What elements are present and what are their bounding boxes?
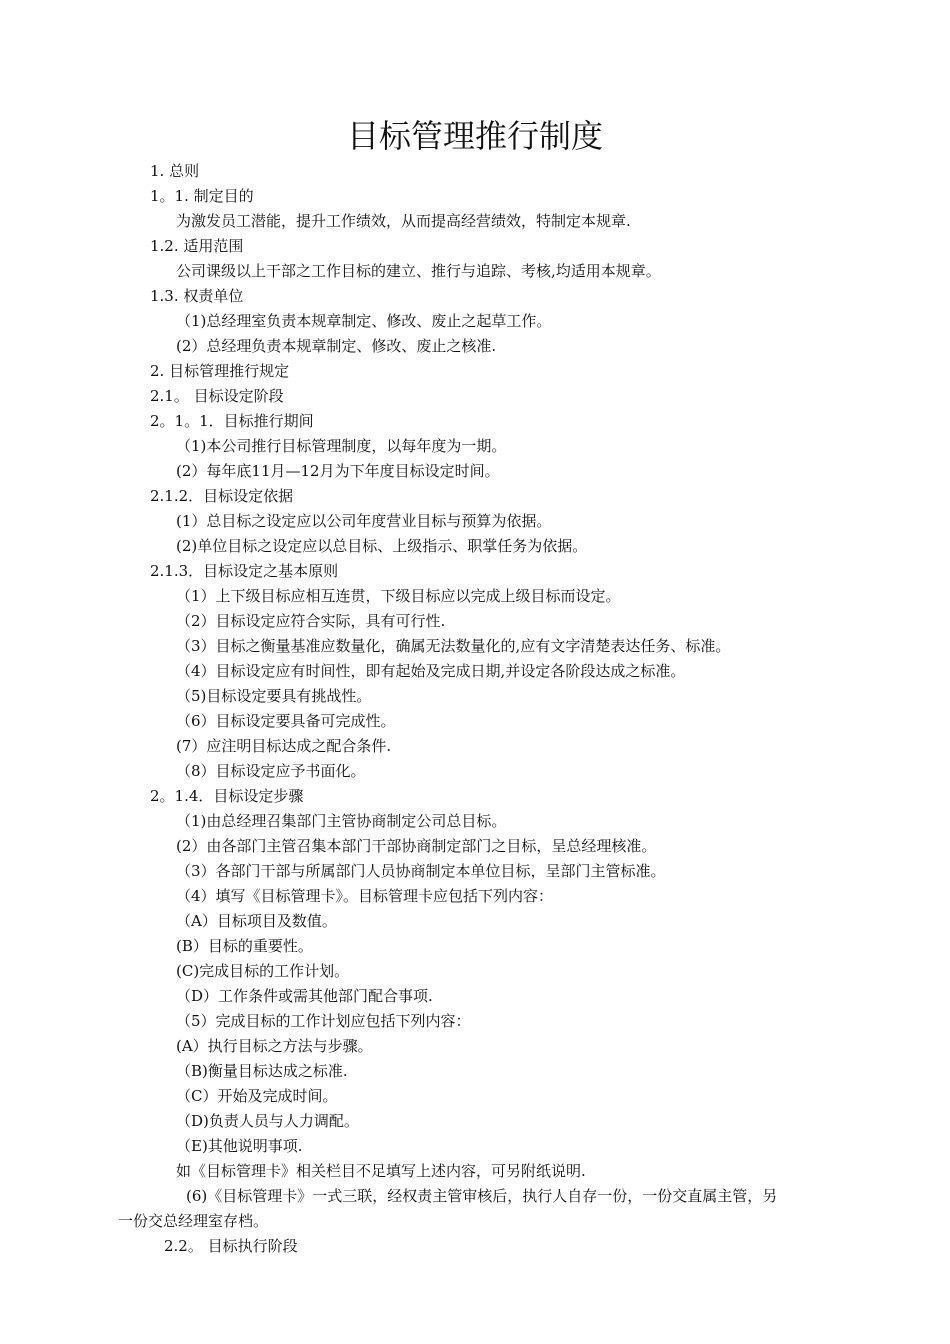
list-item: （5)目标设定要具有挑战性。	[176, 687, 372, 705]
list-item: （1）上下级目标应相互连贯，下级目标应以完成上级目标而设定。	[176, 587, 621, 605]
list-item: (A）执行目标之方法与步骤。	[176, 1037, 373, 1055]
list-item: （4）目标设定应有时间性，即有起始及完成日期,并设定各阶段达成之标准。	[176, 662, 686, 680]
list-item: (2）总经理负责本规章制定、修改、废止之核准.	[176, 337, 497, 355]
list-item: (2）每年底11月—12月为下年度目标设定时间。	[176, 462, 500, 480]
paragraph-continuation: 一份交总经理室存档。	[118, 1212, 269, 1230]
list-item: （1)由总经理召集部门主管协商制定公司总目标。	[176, 812, 507, 830]
subsection-heading: 2。1。1．目标推行期间	[150, 412, 314, 430]
list-item: （D）工作条件或需其他部门配合事项.	[176, 987, 433, 1005]
subsection-heading: 2.1.2．目标设定依据	[150, 487, 294, 505]
document-title: 目标管理推行制度	[346, 117, 603, 155]
list-item: （A）目标项目及数值。	[176, 912, 337, 930]
list-item: (C)完成目标的工作计划。	[176, 962, 350, 980]
list-item: （6）目标设定要具备可完成性。	[176, 712, 396, 730]
list-item: （1)总经理室负责本规章制定、修改、废止之起草工作。	[176, 312, 552, 330]
paragraph: (6)《目标管理卡》一式三联，经权责主管审核后，执行人自存一份，一份交直属主管，另	[186, 1187, 778, 1205]
section-heading: 2. 目标管理推行规定	[150, 362, 290, 380]
subsection-heading: 2.1。 目标设定阶段	[150, 387, 284, 405]
list-item: （1)本公司推行目标管理制度，以每年度为一期。	[176, 437, 507, 455]
subsection-heading: 2.1.3．目标设定之基本原则	[150, 562, 339, 580]
list-item: (B）目标的重要性。	[176, 937, 313, 955]
list-item: （3）目标之衡量基准应数量化，确属无法数量化的,应有文字清楚表达任务、标准。	[176, 637, 731, 655]
list-item: （2）目标设定应符合实际，具有可行性.	[176, 612, 446, 630]
subsection-heading: 2.2。 目标执行阶段	[164, 1237, 298, 1255]
paragraph: 为激发员工潜能，提升工作绩效，从而提高经营绩效，特制定本规章.	[176, 212, 631, 230]
list-item: （E)其他说明事项.	[176, 1137, 303, 1155]
paragraph: 如《目标管理卡》相关栏目不足填写上述内容，可另附纸说明.	[176, 1162, 586, 1180]
subsection-heading: 1.2. 适用范围	[150, 237, 244, 255]
section-heading: 1. 总则	[150, 162, 200, 180]
list-item: （B)衡量目标达成之标准.	[176, 1062, 348, 1080]
paragraph: 公司课级以上干部之工作目标的建立、推行与追踪、考核,均适用本规章。	[176, 262, 661, 280]
list-item: （C）开始及完成时间。	[176, 1087, 338, 1105]
list-item: （D)负责人员与人力调配。	[176, 1112, 359, 1130]
list-item: （5）完成目标的工作计划应包括下列内容：	[176, 1012, 471, 1030]
subsection-heading: 2。1.4．目标设定步骤	[150, 787, 304, 805]
subsection-heading: 1.3. 权责单位	[150, 287, 244, 305]
list-item: （4）填写《目标管理卡》。目标管理卡应包括下列内容：	[176, 887, 554, 905]
list-item: （3）各部门干部与所属部门人员协商制定本单位目标，呈部门主管标准。	[176, 862, 666, 880]
list-item: (2）由各部门主管召集本部门干部协商制定部门之目标，呈总经理核准。	[176, 837, 657, 855]
list-item: （8）目标设定应予书面化。	[176, 762, 366, 780]
list-item: (7）应注明目标达成之配合条件.	[176, 737, 392, 755]
subsection-heading: 1。1. 制定目的	[150, 187, 254, 205]
list-item: (2)单位目标之设定应以总目标、上级指示、职掌任务为依据。	[176, 537, 588, 555]
list-item: (1）总目标之设定应以公司年度营业目标与预算为依据。	[176, 512, 552, 530]
